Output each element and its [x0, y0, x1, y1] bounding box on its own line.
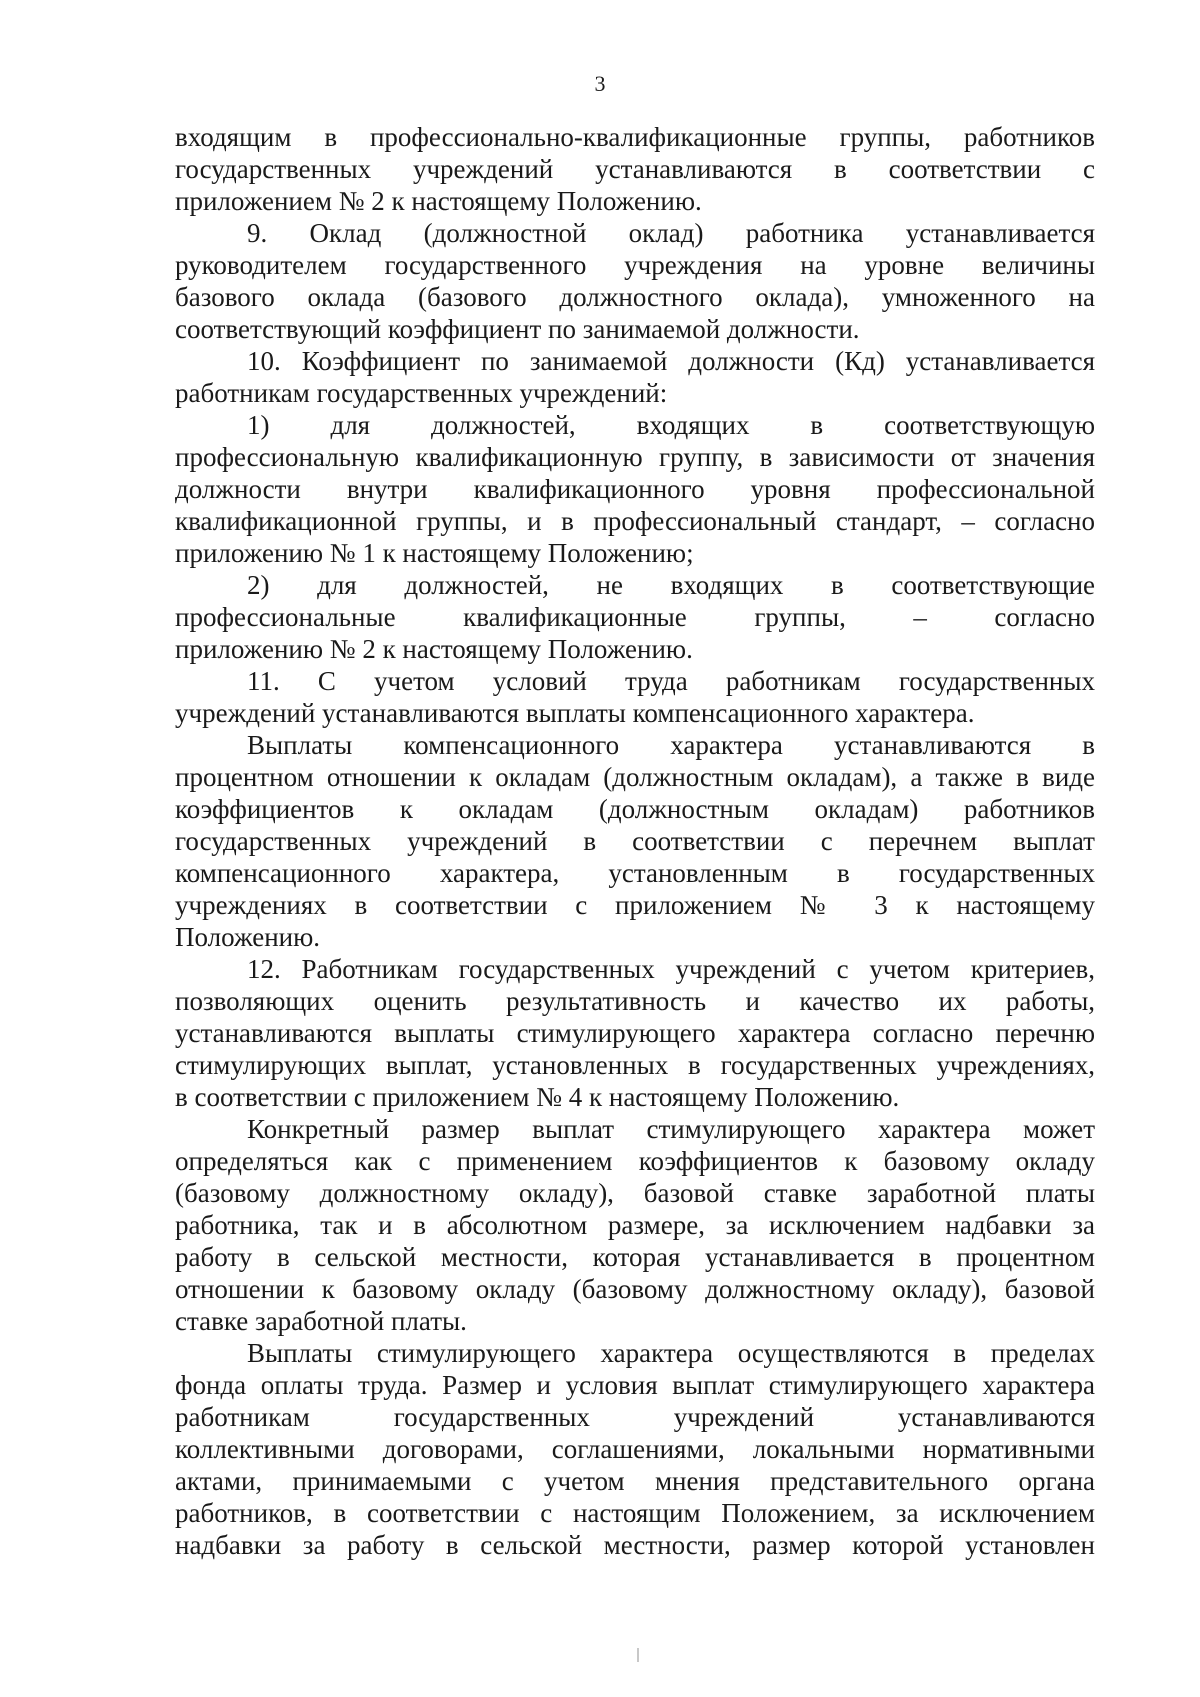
text-line: работникам государственных учреждений: [175, 378, 668, 408]
scan-artifact [637, 1648, 639, 1662]
text-line: работникам государственных учреждений устанавливаются [175, 1402, 1095, 1432]
text-line: Положению. [175, 922, 321, 952]
text-line: входящим в профессионально-квалификационные группы, работников [175, 122, 1095, 152]
text-line: 9. Оклад (должностной оклад) работника устанавливается [247, 218, 1095, 248]
text-line: Конкретный размер выплат стимулирующего характера может [247, 1114, 1095, 1144]
text-line: процентном отношении к окладам (должностным окладам), а также в виде [175, 762, 1095, 792]
text-line: должности внутри квалификационного уровня профессиональной [175, 474, 1095, 504]
text-line: работника, так и в абсолютном размере, за исключением надбавки за [175, 1210, 1095, 1240]
text-line: коллективными договорами, соглашениями, локальными нормативными [175, 1434, 1095, 1464]
text-line: Выплаты стимулирующего характера осуществляются в пределах [247, 1338, 1095, 1368]
text-line: коэффициентов к окладам (должностным окладам) работников [175, 794, 1095, 824]
text-line: государственных учреждений в соответствии с перечнем выплат [175, 826, 1095, 856]
text-line: фонда оплаты труда. Размер и условия выплат стимулирующего характера [175, 1370, 1095, 1400]
text-line: 2) для должностей, не входящих в соответствующие [247, 570, 1095, 600]
text-line: отношении к базовому окладу (базовому должностному окладу), базовой [175, 1274, 1095, 1304]
text-line: учреждений устанавливаются выплаты компенсационного характера. [175, 698, 975, 728]
text-line: 12. Работникам государственных учреждений с учетом критериев, [247, 954, 1095, 984]
text-line: профессиональную квалификационную группу, в зависимости от значения [175, 442, 1095, 472]
text-line: 10. Коэффициент по занимаемой должности (Кд) устанавливается [247, 346, 1095, 376]
text-line: актами, принимаемыми с учетом мнения представительного органа [175, 1466, 1095, 1496]
text-line: приложению № 2 к настоящему Положению. [175, 634, 693, 664]
page-number: 3 [594, 71, 606, 96]
text-line: учреждениях в соответствии с приложением № 3 к настоящему [175, 890, 1095, 920]
text-line: определяться как с применением коэффициентов к базовому окладу [175, 1146, 1095, 1176]
text-line: в соответствии с приложением № 4 к настоящему Положению. [175, 1082, 900, 1112]
text-line: стимулирующих выплат, установленных в государственных учреждениях, [175, 1050, 1095, 1080]
text-line: позволяющих оценить результативность и качество их работы, [175, 986, 1095, 1016]
text-line: руководителем государственного учреждения на уровне величины [175, 250, 1095, 280]
text-line: устанавливаются выплаты стимулирующего характера согласно перечню [175, 1018, 1095, 1048]
document-body [175, 121, 1095, 1561]
text-line: работу в сельской местности, которая устанавливается в процентном [175, 1242, 1095, 1272]
text-line: Выплаты компенсационного характера устанавливаются в [247, 730, 1095, 760]
text-line: профессиональные квалификационные группы, – согласно [175, 602, 1095, 632]
text-line: приложению № 1 к настоящему Положению; [175, 538, 694, 568]
text-line: надбавки за работу в сельской местности, размер которой установлен [175, 1530, 1095, 1560]
text-line: квалификационной группы, и в профессиональный стандарт, – согласно [175, 506, 1095, 536]
text-line: приложением № 2 к настоящему Положению. [175, 186, 702, 216]
text-line: соответствующий коэффициент по занимаемой должности. [175, 314, 860, 344]
text-line: компенсационного характера, установленным в государственных [175, 858, 1095, 888]
text-line: ставке заработной платы. [175, 1306, 467, 1336]
text-line: (базовому должностному окладу), базовой ставке заработной платы [175, 1178, 1095, 1208]
text-line: 11. С учетом условий труда работникам государственных [247, 666, 1095, 696]
text-line: работников, в соответствии с настоящим Положением, за исключением [175, 1498, 1095, 1528]
text-line: 1) для должностей, входящих в соответствующую [247, 410, 1095, 440]
text-line: базового оклада (базового должностного оклада), умноженного на [175, 282, 1095, 312]
text-line: государственных учреждений устанавливаются в соответствии с [175, 154, 1095, 184]
